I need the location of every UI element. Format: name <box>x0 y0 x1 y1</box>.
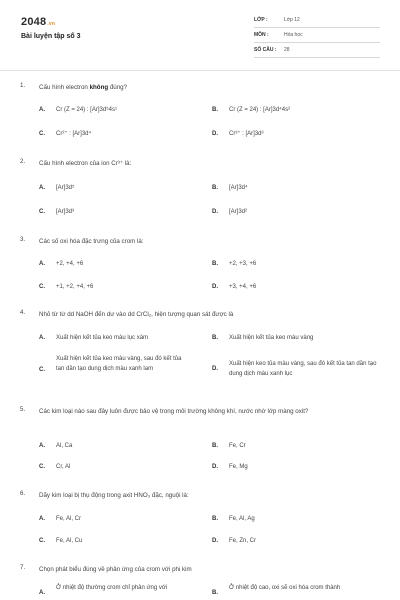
option-text: [Ar]3d⁵ <box>56 185 75 191</box>
option-text: Fe, Cr <box>229 443 246 449</box>
option-letter: A. <box>39 516 45 522</box>
option-text: [Ar]3d⁴ <box>229 185 248 191</box>
option-letter: B. <box>212 590 218 596</box>
meta-count-label: SỐ CÂU : <box>254 47 277 53</box>
option-letter: C. <box>39 209 45 215</box>
option-letter: D. <box>212 209 218 215</box>
logo-text: 2048 <box>21 16 47 28</box>
meta-class-value: Lớp 12 <box>284 17 300 23</box>
page-header <box>0 0 400 72</box>
question-text: Các kim loại nào sau đây luôn được bảo vệ trong môi trường không khí, nước nhờ lớp màng oxit? <box>39 408 309 415</box>
meta-count-value: 28 <box>284 47 290 53</box>
page-title: Bài luyện tập số 3 <box>21 33 81 40</box>
option-letter: D. <box>212 131 218 137</box>
option-text: Cr²⁺ : [Ar]3d⁴ <box>56 131 92 137</box>
option-text: Fe, Al, Ag <box>229 516 255 522</box>
option-text: +2, +3, +6 <box>229 261 257 267</box>
option-letter: C. <box>39 284 45 290</box>
option-text: Fe, Zn, Cr <box>229 538 257 544</box>
option-letter: B. <box>212 185 218 191</box>
option-letter: B. <box>212 443 218 449</box>
question-number: 6. <box>20 490 26 497</box>
option-text: [Ar]3d³ <box>56 209 75 215</box>
option-letter: B. <box>212 516 218 522</box>
option-letter: B. <box>212 335 218 341</box>
option-text: Fe, Al, Cr <box>56 516 82 522</box>
option-letter: C. <box>39 131 45 137</box>
meta-count <box>254 44 380 58</box>
question-number: 5. <box>20 406 26 413</box>
option-text: Cr (Z = 24) : [Ar]3d⁵4s¹ <box>56 107 118 113</box>
question-number: 7. <box>20 564 26 571</box>
option-text: Fe, Mg <box>229 464 248 470</box>
option-text: Cr³⁺ : [Ar]3d³ <box>229 131 264 137</box>
question-number: 1. <box>20 82 26 89</box>
question-text: Nhỏ từ từ dd NaOH đến dư vào dd CrCl₂, hiện tượng quan sát được là <box>39 311 234 318</box>
question-text: Chọn phát biểu đúng về phản ứng của crom với phi kim <box>39 566 192 573</box>
option-letter: D. <box>212 366 218 372</box>
question-number: 3. <box>20 236 26 243</box>
question-text: Dãy kim loại bị thụ động trong axit HNO₃ đặc, nguội là: <box>39 492 189 499</box>
option-text: Xuất hiện kết tủa keo màu lục xám <box>56 335 149 341</box>
option-letter: A. <box>39 443 45 449</box>
option-text: Fe, Al, Cu <box>56 538 83 544</box>
question-number: 2. <box>20 158 26 165</box>
option-letter: C. <box>39 538 45 544</box>
option-letter: A. <box>39 185 45 191</box>
option-letter: D. <box>212 284 218 290</box>
option-text: Xuất hiện keo tủa màu vàng, sau đó kết tủa tan dần tạo dung dịch màu xanh lục <box>229 361 377 377</box>
logo-suffix: .vn <box>47 21 56 27</box>
option-text: Al, Ca <box>56 443 73 449</box>
option-letter: A. <box>39 107 45 113</box>
option-text: Xuất hiện kết tủa keo màu vàng, sau đó kết tủa tan dần tạo dung dịch màu xanh lam <box>56 356 182 372</box>
meta-subject-value: Hóa học <box>284 32 303 38</box>
option-letter: B. <box>212 261 218 267</box>
meta-subject-label: MÔN : <box>254 32 269 38</box>
option-text: +3, +4, +6 <box>229 284 257 290</box>
option-letter: C. <box>39 367 45 373</box>
option-letter: C. <box>39 464 45 470</box>
question-text-part: Cấu hình electron <box>39 84 90 91</box>
question-text <box>39 82 377 93</box>
question-text-part: đúng? <box>108 84 128 91</box>
option-letter: A. <box>39 261 45 267</box>
header-divider <box>0 70 400 71</box>
meta-subject <box>254 29 380 43</box>
question-number: 4. <box>20 309 26 316</box>
question-text: Cấu hình electron của ion Cr³⁺ là: <box>39 160 132 167</box>
option-text: Cr, Al <box>56 464 71 470</box>
option-text: [Ar]3d² <box>229 209 248 215</box>
question-text: Các số oxi hóa đặc trưng của crom là: <box>39 238 144 245</box>
option-text: Ở nhiệt độ cao, oxi sẽ oxi hóa crom thành <box>229 585 341 591</box>
option-text: +2, +4, +6 <box>56 261 84 267</box>
option-letter: A. <box>39 335 45 341</box>
option-letter: D. <box>212 464 218 470</box>
meta-class-label: LỚP : <box>254 17 268 23</box>
option-letter: A. <box>39 590 45 596</box>
option-text: Ở nhiệt độ thường crom chỉ phản ứng với <box>56 585 168 591</box>
site-logo[interactable] <box>21 16 55 28</box>
option-text: Xuất hiện kết tủa keo màu vàng <box>229 335 314 341</box>
option-letter: D. <box>212 538 218 544</box>
option-text: +1, +2, +4, +6 <box>56 284 94 290</box>
option-text: Cr (Z = 24) : [Ar]3d⁴4s² <box>229 107 291 113</box>
meta-class <box>254 14 380 28</box>
question-text-emphasis: không <box>89 84 109 91</box>
option-letter: B. <box>212 107 218 113</box>
